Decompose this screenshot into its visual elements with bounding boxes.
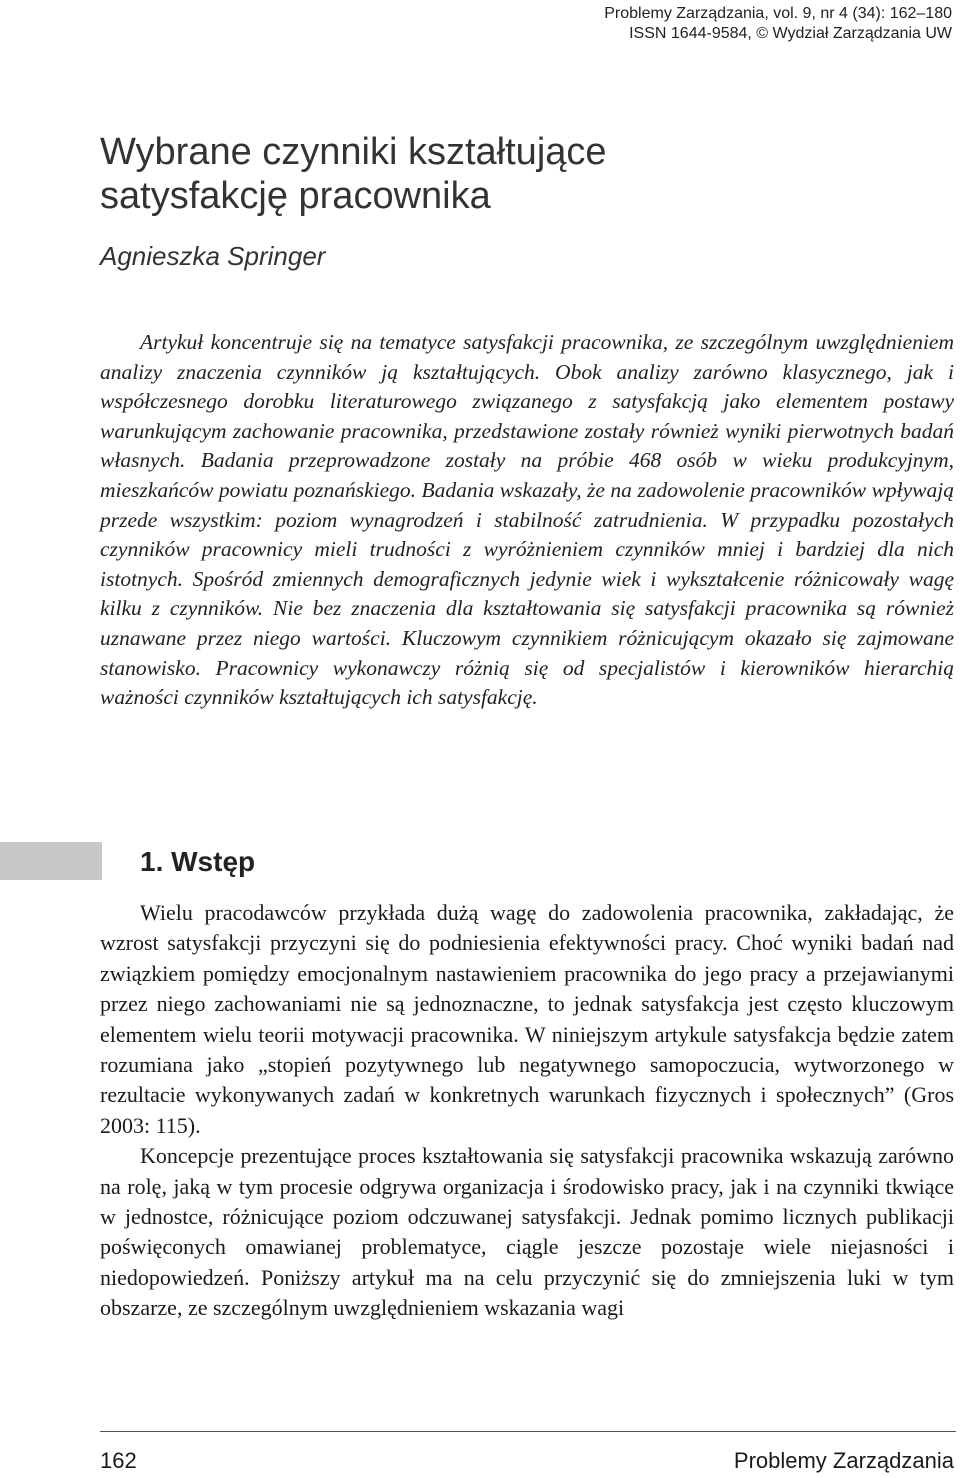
body-text [100, 898, 954, 1324]
section-marker-bar [0, 842, 102, 880]
paragraph: Wielu pracodawców przykłada dużą wagę do zadowolenia pracownika, zakładając, że wzrost satysfakcji przyczyni się do podniesienia efektywności pracy. Choć wyniki badań nad związkiem pomiędzy emocjonalnym nastawieniem pracownika do jego pracy a przejawianymi przez niego zachowaniami nie są jednoznaczne, to jednak satysfakcja jest często kluczowym elementem wielu teorii motywacji pracownika. W niniejszym artykule satysfakcja będzie zatem rozumiana jako „stopień pozytywnego lub negatywnego samopoczucia, wytworzonego w rezultacie wykonywanych zadań w konkretnych warunkach fizycznych i społecznych” (Gros 2003: 115). [100, 900, 954, 1138]
title-line-2: satysfakcję pracownika [100, 175, 491, 217]
title-line-1: Wybrane czynniki kształtujące [100, 131, 607, 173]
author-name: Agnieszka Springer [100, 241, 326, 271]
paragraph: Koncepcje prezentujące proces kształtowania się satysfakcji pracownika wskazują zarówno na rolę, jaką w tym procesie odgrywa organizacja i środowisko pracy, jak i na czynniki tkwiące w jednostce, różnicujące poziom odczuwanej satysfakcji. Jednak pomimo licznych publikacji poświęconych omawianej problematyce, ciągle jeszcze pozostaje wiele niejasności i niedopowiedzeń. Poniższy artykuł ma na celu przyczynić się do zmniejszenia luki w tym obszarze, ze szczególnym uwzględnieniem wskazania wagi [100, 1143, 954, 1321]
section-heading: 1. Wstęp [140, 846, 256, 877]
page-number: 162 [100, 1448, 137, 1473]
header-citation: Problemy Zarządzania, vol. 9, nr 4 (34): 162–180 [604, 5, 952, 22]
header-issn: ISSN 1644-9584, © Wydział Zarządzania UW [629, 25, 952, 42]
running-header [604, 4, 952, 44]
article-title [100, 130, 920, 218]
journal-name-footer: Problemy Zarządzania [733, 1448, 954, 1473]
abstract: Artykuł koncentruje się na tematyce satysfakcji pracownika, ze szczególnym uwzględnieniem analizy znaczenia czynników ją kształtujących. Obok analizy zarówno klasycznego, jak i współczesnego dorobku literaturowego związanego z satysfakcją jako elementem postawy warunkującym zachowanie pracownika, przedstawione zostały również wyniki pierwotnych badań własnych. Badania przeprowadzone zostały na próbie 468 osób w wieku produkcyjnym, mieszkańców powiatu poznańskiego. Badania wskazały, że na zadowolenie pracowników wpływają przede wszystkim: poziom wynagrodzeń i stabilność zatrudnienia. W przypadku pozostałych czynników pracownicy mieli trudności z wyróżnieniem czynników mniej i bardziej dla nich istotnych. Spośród zmiennych demograficznych jedynie wiek i wykształcenie różnicowały wagę kilku z czynników. Nie bez znaczenia dla kształtowania się satysfakcji pracownika są również uznawane przez niego wartości. Kluczowym czynnikiem różnicującym okazało się zajmowane stanowisko. Pracownicy wykonawczy różnią się od specjalistów i kierowników hierarchią ważności czynników kształtujących ich satysfakcję. [100, 330, 954, 710]
footer-divider [100, 1431, 956, 1432]
